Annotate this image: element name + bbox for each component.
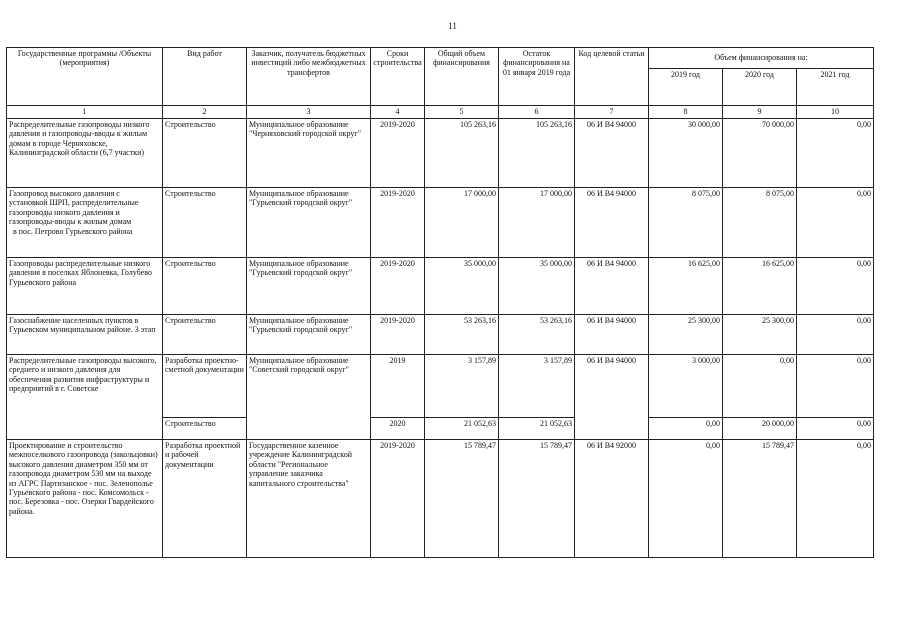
header-total: Общий объем финансирования [425,48,499,106]
term-cell: 2019-2020 [371,188,425,258]
table-row [7,188,874,258]
term-cell: 2019-2020 [371,440,425,558]
col-number: 9 [723,106,797,119]
col-number: 6 [499,106,575,119]
financing-table [6,47,874,558]
work-type-cell: Разработка проектной и рабочей документации [163,440,247,558]
col-number: 7 [575,106,649,119]
header-2020: 2020 год [723,69,797,106]
amount-2020-cell: 70 000,00 [723,119,797,188]
object-cell: Распределительные газопроводы низкого давления и газопроводы-вводы к жилым домам в городе Черняховске, Калининградской области (6,7 участки) [7,119,163,188]
total-cell: 21 052,63 [425,418,499,440]
table-row [7,119,874,188]
object-text: Газопровод высокого давления с установкой ШРП, распределительные газопроводы низкого давления и газопроводы-вводы к жилым домам [9,189,139,227]
remain-cell: 15 789,47 [499,440,575,558]
amount-2020-cell: 25 300,00 [723,315,797,355]
table-row [7,355,874,418]
object-cell: Газоснабжение населенных пунктов в Гурьевском муниципальном районе. 3 этап [7,315,163,355]
term-cell: 2019-2020 [371,315,425,355]
header-2021: 2021 год [797,69,874,106]
col-number: 8 [649,106,723,119]
header-customer: Заказчик, получатель бюджетных инвестиций либо межбюджетных трансфертов [247,48,371,106]
amount-2021-cell: 0,00 [797,119,874,188]
code-cell: 06 И В4 94000 [575,315,649,355]
amount-2020-cell: 8 075,00 [723,188,797,258]
object-cell [7,188,163,258]
amount-2020-cell: 15 789,47 [723,440,797,558]
term-cell: 2019-2020 [371,119,425,188]
amount-2019-cell: 3 000,00 [649,355,723,418]
term-cell: 2020 [371,418,425,440]
remain-cell: 105 263,16 [499,119,575,188]
work-type-cell: Строительство [163,119,247,188]
header-term: Сроки строительства [371,48,425,106]
amount-2019-cell: 25 300,00 [649,315,723,355]
amount-2021-cell: 0,00 [797,418,874,440]
col-number: 2 [163,106,247,119]
remain-cell: 35 000,00 [499,258,575,315]
object-cell: Проектирование и строительство межпоселкового газопровода (закольцовки) высокого давления диаметром 350 мм от газопровода диаметром 530 мм на выходе из АГРС Партизанское - пос. Зеленополье Гурьевского района - пос. Комсомольск - пос. Березовка - пос. Озерки Гвардейского района. [7,440,163,558]
total-cell: 105 263,16 [425,119,499,188]
amount-2019-cell: 8 075,00 [649,188,723,258]
col-number: 4 [371,106,425,119]
code-cell: 06 И В4 94000 [575,119,649,188]
total-cell: 35 000,00 [425,258,499,315]
object-cell: Газопроводы распределительные низкого давления в поселках Яблоневка, Голубево Гурьевского района [7,258,163,315]
page-number: 11 [448,21,457,31]
header-remain: Остаток финансирования на 01 января 2019 года [499,48,575,106]
table-row [7,258,874,315]
total-cell: 3 157,89 [425,355,499,418]
customer-cell: Муниципальное образование "Гурьевский городской округ" [247,315,371,355]
col-number: 5 [425,106,499,119]
term-cell: 2019 [371,355,425,418]
header-work-type: Вид работ [163,48,247,106]
code-cell: 06 И В4 92000 [575,440,649,558]
amount-2021-cell: 0,00 [797,440,874,558]
header-row [7,48,874,69]
remain-cell: 17 000,00 [499,188,575,258]
col-number: 1 [7,106,163,119]
code-cell: 06 И В4 94000 [575,258,649,315]
amount-2020-cell: 16 625,00 [723,258,797,315]
customer-cell: Муниципальное образование "Советский городской округ" [247,355,371,440]
total-cell: 17 000,00 [425,188,499,258]
work-type-cell: Разработка проектно-сметной документации [163,355,247,418]
amount-2020-cell: 20 000,00 [723,418,797,440]
work-type-cell: Строительство [163,258,247,315]
header-2019: 2019 год [649,69,723,106]
object-cell: Распределительные газопроводы высокого, среднего и низкого давления для обеспечения развития инфраструктуры и предприятий в г. Советске [7,355,163,440]
customer-cell: Муниципальное образование "Черняховский городской округ" [247,119,371,188]
amount-2019-cell: 0,00 [649,418,723,440]
work-type-cell: Строительство [163,418,247,440]
code-cell: 06 И В4 94000 [575,188,649,258]
table-row [7,440,874,558]
remain-cell: 21 052,63 [499,418,575,440]
work-type-cell: Строительство [163,315,247,355]
total-cell: 15 789,47 [425,440,499,558]
remain-cell: 53 263,16 [499,315,575,355]
amount-2021-cell: 0,00 [797,258,874,315]
object-text-tail: в пос. Петрово Гурьевского района [13,226,133,236]
header-code: Код целевой статьи [575,48,649,106]
amount-2019-cell: 30 000,00 [649,119,723,188]
header-financing-group: Объем финансирования на: [649,48,874,69]
amount-2019-cell: 16 625,00 [649,258,723,315]
customer-cell: Муниципальное образование "Гурьевский городской округ" [247,258,371,315]
customer-cell: Государственное казенное учреждение Калининградской области "Региональное управление заказчика капитального строительства" [247,440,371,558]
amount-2021-cell: 0,00 [797,315,874,355]
amount-2019-cell: 0,00 [649,440,723,558]
total-cell: 53 263,16 [425,315,499,355]
header-objects: Государственные программы /Объекты (мероприятия) [7,48,163,106]
customer-cell: Муниципальное образование "Гурьевский городской округ" [247,188,371,258]
column-number-row [7,106,874,119]
code-cell: 06 И В4 94000 [575,355,649,440]
work-type-cell: Строительство [163,188,247,258]
col-number: 10 [797,106,874,119]
amount-2021-cell: 0,00 [797,355,874,418]
table-row [7,315,874,355]
term-cell: 2019-2020 [371,258,425,315]
col-number: 3 [247,106,371,119]
amount-2020-cell: 0,00 [723,355,797,418]
remain-cell: 3 157,89 [499,355,575,418]
amount-2021-cell: 0,00 [797,188,874,258]
